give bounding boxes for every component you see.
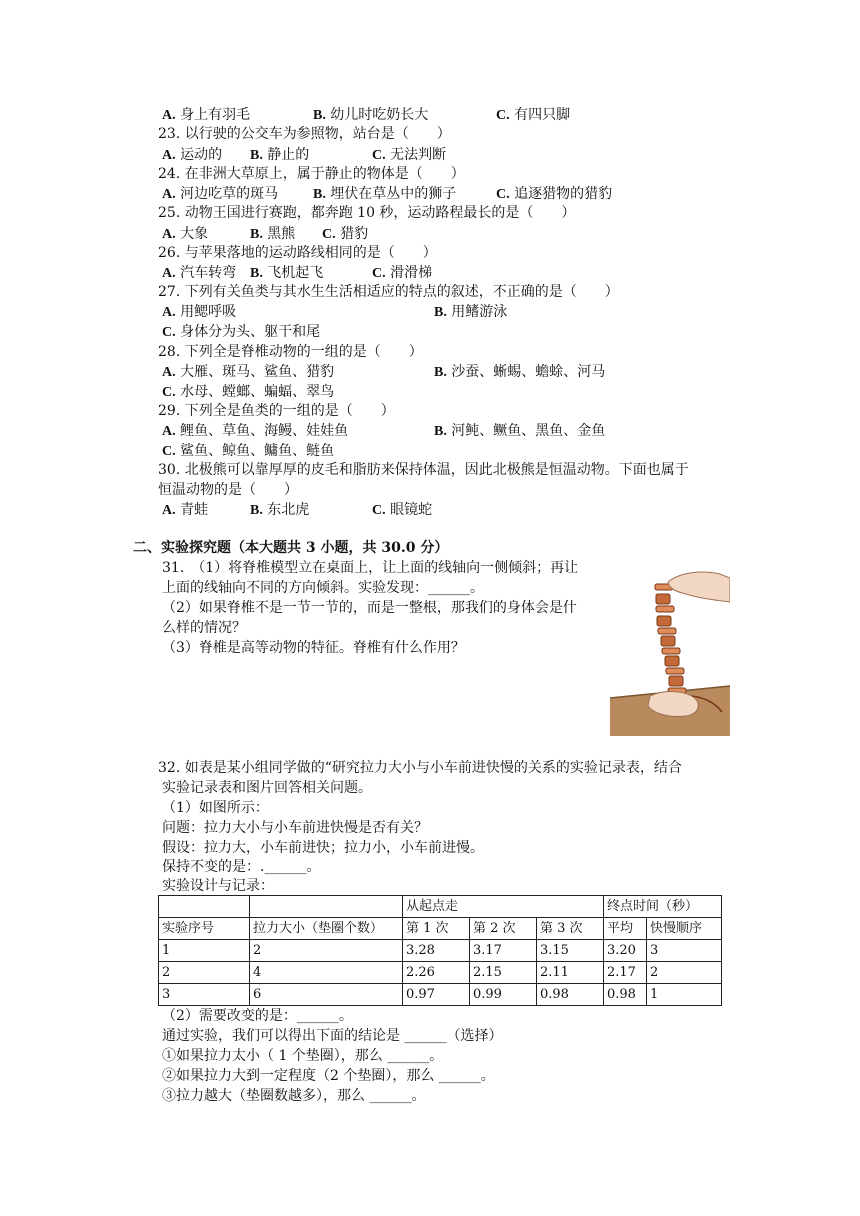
q29-option-c: C. 鲨鱼、鲸鱼、鳙鱼、鲢鱼	[162, 443, 335, 459]
q27-stem: 27. 下列有关鱼类与其水生生活相适应的特点的叙述，不正确的是（ ）	[158, 284, 619, 300]
table-header-cell: 平均	[604, 918, 647, 940]
q26-option-b: B. 飞机起飞	[250, 265, 324, 281]
table-header-cell: 快慢顺序	[647, 918, 722, 940]
table-cell: 0.99	[470, 984, 537, 1006]
q23-stem: 23. 以行驶的公交车为参照物，站台是（ ）	[158, 126, 451, 142]
q27-option-b: B. 用鳍游泳	[434, 304, 508, 320]
q30-option-b: B. 东北虎	[250, 502, 310, 518]
q28-option-c: C. 水母、螳螂、蝙蝠、翠鸟	[162, 384, 335, 400]
table-group-row	[159, 896, 722, 918]
q30-option-a: A. 青蛙	[162, 502, 209, 518]
q26-stem: 26. 与苹果落地的运动路线相同的是（ ）	[158, 245, 437, 261]
table-cell	[250, 896, 403, 918]
table-row	[159, 940, 722, 962]
q31-line5: （3）脊椎是高等动物的特征。脊椎有什么作用？	[162, 640, 465, 656]
q32-line1: 32. 如表是某小组同学做的“研究拉力大小与小车前进快慢的关系的实验记录表，结合	[158, 760, 682, 776]
table-cell: 2.15	[470, 962, 537, 984]
table-cell: 3	[159, 984, 250, 1006]
q24-option-b: B. 埋伏在草丛中的狮子	[313, 186, 457, 202]
table-header-cell: 拉力大小（垫圈个数）	[250, 918, 403, 940]
q32-line6: 保持不变的是：.______。	[162, 859, 321, 875]
q32-line8: （2）需要改变的是：______。	[162, 1008, 353, 1024]
q32-line11: ②如果拉力大到一定程度（2 个垫圈），那么 ______。	[162, 1068, 495, 1084]
q27-option-a: A. 用鳃呼吸	[162, 304, 237, 320]
table-cell: 3	[647, 940, 722, 962]
table-row	[159, 984, 722, 1006]
table-cell: 2.26	[403, 962, 470, 984]
table-cell: 2	[159, 962, 250, 984]
table-cell: 0.97	[403, 984, 470, 1006]
q22-option-b: B. 幼儿时吃奶长大	[313, 107, 429, 123]
q31-line3: （2）如果脊椎不是一节一节的，而是一整根，那我们的身体会是什	[162, 600, 577, 616]
q24-option-c: C. 追逐猎物的猎豹	[496, 186, 613, 202]
table-cell: 2.17	[604, 962, 647, 984]
q24-option-a: A. 河边吃草的斑马	[162, 186, 279, 202]
table-row	[159, 962, 722, 984]
q31-line4: 么样的情况？	[162, 620, 246, 636]
q32-line9: 通过实验，我们可以得出下面的结论是 ______（选择）	[162, 1028, 503, 1044]
q31-line2: 上面的线轴向不同的方向倾斜。实验发现：______。	[162, 580, 484, 596]
q23-option-c: C. 无法判断	[372, 147, 447, 163]
table-cell: 0.98	[537, 984, 604, 1006]
q26-option-a: A. 汽车转弯	[162, 265, 237, 281]
q31-line1: 31. （1）将脊椎模型立在桌面上，让上面的线轴向一侧倾斜；再让	[162, 560, 579, 576]
table-cell: 1	[647, 984, 722, 1006]
q22-option-c: C. 有四只脚	[496, 107, 571, 123]
q32-line12: ③拉力越大（垫圈数越多），那么 ______。	[162, 1088, 426, 1104]
q32-line4: 问题：拉力大小与小车前进快慢是否有关？	[162, 820, 428, 836]
table-header-cell: 第 1 次	[403, 918, 470, 940]
q29-option-a: A. 鲤鱼、草鱼、海鳗、娃娃鱼	[162, 423, 349, 439]
table-cell	[159, 896, 250, 918]
table-cell: 3.20	[604, 940, 647, 962]
q28-option-b: B. 沙蚕、蜥蜴、蟾蜍、河马	[434, 364, 606, 380]
table-header-cell: 第 2 次	[470, 918, 537, 940]
q23-option-a: A. 运动的	[162, 147, 223, 163]
q23-option-b: B. 静止的	[250, 147, 310, 163]
table-cell: 6	[250, 984, 403, 1006]
table-cell: 2	[250, 940, 403, 962]
q25-option-a: A. 大象	[162, 226, 209, 242]
q32-line2: 实验记录表和图片回答相关问题。	[162, 780, 372, 796]
table-cell: 2	[647, 962, 722, 984]
q22-option-a: A. 身上有羽毛	[162, 107, 251, 123]
q32-line7: 实验设计与记录：	[162, 878, 274, 894]
q24-stem: 24. 在非洲大草原上，属于静止的物体是（ ）	[158, 166, 465, 182]
table-header-cell: 实验序号	[159, 918, 250, 940]
table-cell: 3.28	[403, 940, 470, 962]
experiment-record-table	[158, 895, 722, 1006]
q32-line10: ①如果拉力太小（ 1 个垫圈），那么 ______。	[162, 1048, 444, 1064]
q27-option-c: C. 身体分为头、躯干和尾	[162, 324, 321, 340]
table-header-row	[159, 918, 722, 940]
q30-stem-line2: 恒温动物的是（ ）	[158, 482, 298, 498]
table-group-start: 从起点走	[403, 896, 604, 918]
q32-line5: 假设：拉力大，小车前进快；拉力小，小车前进慢。	[162, 840, 484, 856]
q28-stem: 28. 下列全是脊椎动物的一组的是（ ）	[158, 344, 423, 360]
section-title: 二、实验探究题（本大题共 3 小题，共 30.0 分）	[133, 540, 449, 556]
table-header-cell: 第 3 次	[537, 918, 604, 940]
q25-option-c: C. 猎豹	[322, 226, 369, 242]
table-cell: 1	[159, 940, 250, 962]
q30-option-c: C. 眼镜蛇	[372, 502, 433, 518]
table-cell: 2.11	[537, 962, 604, 984]
spine-model-illustration	[610, 568, 730, 736]
table-cell: 0.98	[604, 984, 647, 1006]
q32-line3: （1）如图所示：	[162, 800, 269, 816]
table-group-end: 终点时间（秒）	[604, 896, 722, 918]
q29-option-b: B. 河鲀、鳜鱼、黑鱼、金鱼	[434, 423, 606, 439]
table-cell: 3.17	[470, 940, 537, 962]
q30-stem-line1: 30. 北极熊可以靠厚厚的皮毛和脂肪来保持体温，因此北极熊是恒温动物。下面也属于	[158, 462, 689, 478]
table-cell: 3.15	[537, 940, 604, 962]
q29-stem: 29. 下列全是鱼类的一组的是（ ）	[158, 403, 395, 419]
table-cell: 4	[250, 962, 403, 984]
q25-option-b: B. 黑熊	[250, 226, 296, 242]
q26-option-c: C. 滑滑梯	[372, 265, 433, 281]
q28-option-a: A. 大雁、斑马、鲨鱼、猎豹	[162, 364, 335, 380]
q25-stem: 25. 动物王国进行赛跑，都奔跑 10 秒，运动路程最长的是（ ）	[158, 205, 576, 221]
